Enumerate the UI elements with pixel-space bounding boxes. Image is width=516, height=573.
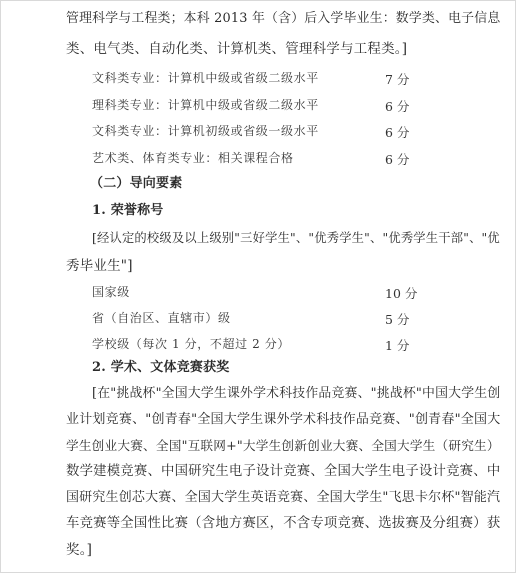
computer-level-3-label: 文科类专业：计算机初级或省级一级水平 bbox=[92, 124, 319, 138]
academic-line-5: 国研究生创芯大赛、全国大学生英语竞赛、全国大学生"飞思卡尔杯"智能汽 bbox=[66, 490, 501, 505]
honor-level-provincial-score: 5 分 bbox=[385, 312, 410, 327]
honor-level-school-label: 学校级（每次 1 分，不超过 2 分） bbox=[92, 337, 290, 351]
academic-line-4: 数学建模竞赛、中国研究生电子设计竞赛、全国大学生电子设计竞赛、中 bbox=[66, 464, 501, 479]
intro-line-1: 管理科学与工程类；本科 2013 年（含）后入学毕业生：数学类、电子信息 bbox=[66, 11, 501, 26]
academic-line-6: 车竞赛等全国性比赛（含地方赛区，不含专项竞赛、选拔赛及分组赛）获 bbox=[66, 516, 501, 531]
honor-level-school-score: 1 分 bbox=[385, 338, 410, 353]
honor-desc-line-2: 秀毕业生"] bbox=[66, 258, 133, 274]
academic-line-3: 学生创业大赛、全国"互联网+"大学生创新创业大赛、全国大学生（研究生） bbox=[66, 438, 500, 453]
academic-line-7: 奖。] bbox=[66, 542, 93, 558]
honor-desc-line-1: [经认定的校级及以上级别"三好学生"、"优秀学生"、"优秀学生干部"、"优 bbox=[92, 231, 500, 245]
honor-title: 1. 荣誉称号 bbox=[92, 203, 164, 218]
intro-line-2: 类、电气类、自动化类、计算机类、管理科学与工程类。] bbox=[66, 41, 408, 57]
section-title-guidance-factors: （二）导向要素 bbox=[90, 176, 183, 191]
academic-line-2: 业计划竞赛、"创青春"全国大学生课外学术科技作品竞赛、"创青春"全国大 bbox=[66, 412, 501, 427]
academic-line-1: [在"挑战杯"全国大学生课外学术科技作品竞赛、"挑战杯"中国大学生创 bbox=[92, 386, 501, 401]
computer-level-1-score: 7 分 bbox=[385, 72, 410, 87]
computer-level-3-score: 6 分 bbox=[385, 125, 410, 140]
honor-level-national-label: 国家级 bbox=[92, 285, 130, 299]
computer-level-4-label: 艺术类、体育类专业：相关课程合格 bbox=[92, 151, 294, 165]
computer-level-2-score: 6 分 bbox=[385, 99, 410, 114]
computer-level-4-score: 6 分 bbox=[385, 152, 410, 167]
computer-level-1-label: 文科类专业：计算机中级或省级二级水平 bbox=[92, 71, 319, 85]
honor-level-national-score: 10 分 bbox=[385, 286, 418, 301]
computer-level-2-label: 理科类专业：计算机中级或省级二级水平 bbox=[92, 98, 319, 112]
honor-level-provincial-label: 省（自治区、直辖市）级 bbox=[92, 311, 231, 325]
academic-title: 2. 学术、文体竞赛获奖 bbox=[92, 360, 230, 375]
